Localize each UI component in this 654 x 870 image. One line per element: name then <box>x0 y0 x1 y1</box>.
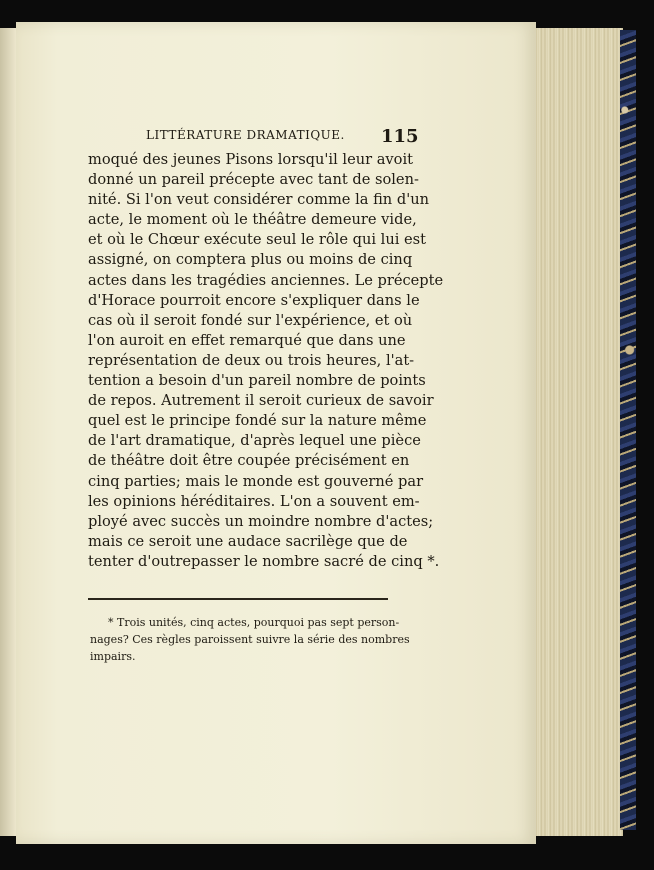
marbled-cover <box>620 30 636 830</box>
body-line: moqué des jeunes Pisons lorsqu'il leur avoit <box>88 151 413 168</box>
page-stack-edge <box>528 28 623 836</box>
body-line: ployé avec succès un moindre nombre d'actes; <box>88 512 434 530</box>
body-line: donné un pareil précepte avec tant de solen- <box>88 171 419 189</box>
body-line: de l'art dramatique, d'après lequel une pièce <box>88 432 421 450</box>
running-head: LITTÉRATURE DRAMATIQUE. <box>146 128 345 142</box>
body-line: cinq parties; mais le monde est gouverné par <box>88 472 424 490</box>
body-line: de repos. Autrement il seroit curieux de savoir <box>88 392 434 410</box>
body-line: d'Horace pourroit encore s'expliquer dans le <box>88 291 420 309</box>
page-number: 115 <box>381 126 419 147</box>
footnote-rule <box>88 598 388 600</box>
footnote-line: * Trois unités, cinq actes, pourquoi pas sept person- <box>108 616 400 629</box>
body-line: quel est le principe fondé sur la nature même <box>88 412 427 430</box>
body-line: acte, le moment où le théâtre demeure vide, <box>88 211 417 229</box>
body-line: représentation de deux ou trois heures, l'at- <box>88 351 415 369</box>
body-line: l'on auroit en effet remarqué que dans une <box>88 331 406 349</box>
body-line: nité. Si l'on veut considérer comme la fin d'un <box>88 191 430 209</box>
body-line: les opinions héréditaires. L'on a souvent em- <box>88 492 420 510</box>
body-line: tention a besoin d'un pareil nombre de points <box>88 372 426 390</box>
body-line: assigné, on comptera plus ou moins de cinq <box>88 251 413 269</box>
footnote <box>90 614 410 665</box>
body-text <box>88 150 444 572</box>
body-line: tenter d'outrepasser le nombre sacré de cinq *. <box>88 552 440 570</box>
body-line: actes dans les tragédies anciennes. Le précepte <box>88 271 444 289</box>
body-line: et où le Chœur exécute seul le rôle qui lui est <box>88 231 427 249</box>
body-line: de théâtre doit être coupée précisément en <box>88 452 410 470</box>
left-page-edge <box>0 28 17 836</box>
footnote-line: impairs. <box>90 650 136 663</box>
footnote-line: nages? Ces règles paroissent suivre la série des nombres <box>90 633 410 646</box>
body-line: mais ce seroit une audace sacrilège que de <box>88 532 408 550</box>
body-line: cas où il seroit fondé sur l'expérience, et où <box>88 311 413 329</box>
